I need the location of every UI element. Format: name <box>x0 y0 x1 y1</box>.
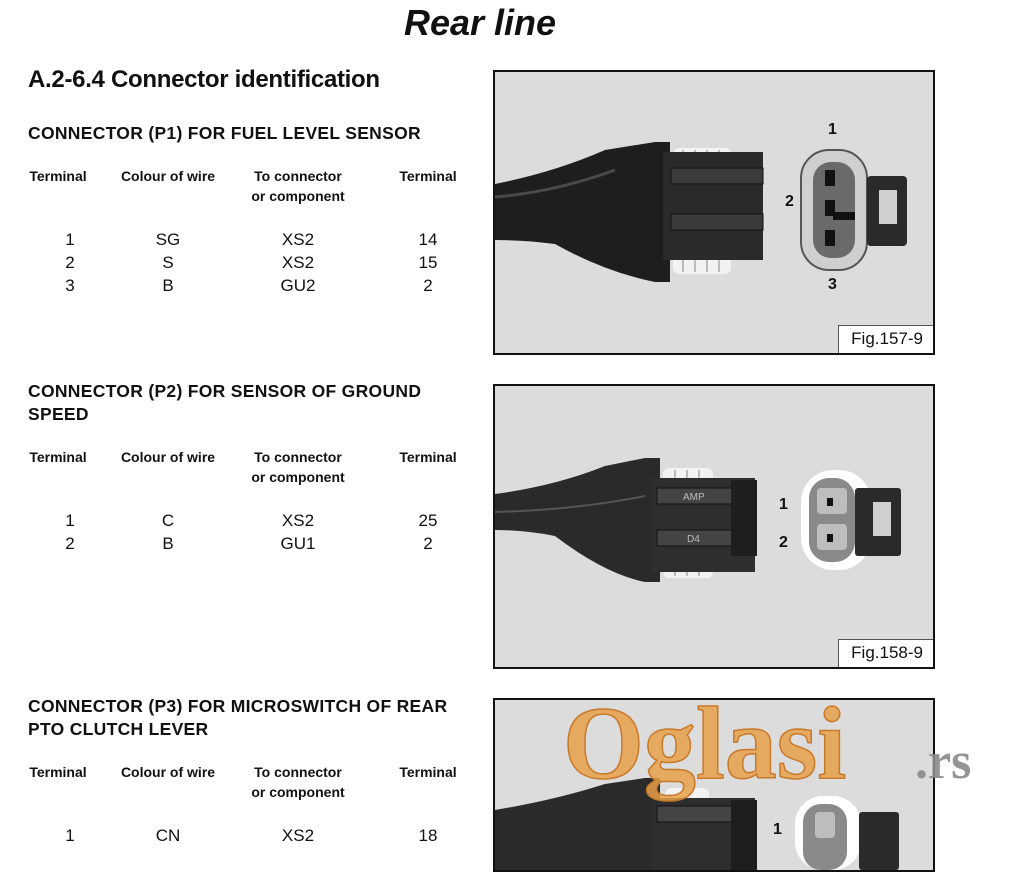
connector-p1-title-line1: CONNECTOR (P1) FOR FUEL LEVEL SENSOR <box>28 123 421 143</box>
cell-to-terminal: 14 <box>418 230 438 249</box>
cell-to-terminal: 18 <box>418 826 438 845</box>
watermark-suffix: .rs <box>915 733 972 790</box>
housing-mark-d4: D4 <box>687 534 700 545</box>
page-title: Rear line <box>403 2 557 43</box>
col-terminal: Terminal <box>29 764 87 780</box>
col-terminal-to: Terminal <box>399 764 457 780</box>
connector-p2-title-line1: CONNECTOR (P2) FOR SENSOR OF GROUND <box>28 381 422 401</box>
figure-p1-connector <box>493 70 935 355</box>
connector-p1-photo <box>495 72 933 353</box>
watermark-brand: Oglasi <box>563 686 847 801</box>
cell-terminal: 3 <box>65 276 75 295</box>
col-to-connector-line1: To connector <box>254 168 342 184</box>
figure-p1-label: Fig.157-9 <box>838 325 933 353</box>
connector-p3-title-line1: CONNECTOR (P3) FOR MICROSWITCH OF REAR <box>28 696 448 716</box>
cell-to: XS2 <box>281 230 315 249</box>
col-terminal: Terminal <box>29 168 87 184</box>
cell-terminal: 2 <box>65 534 75 553</box>
pin-1-label: 1 <box>779 496 788 513</box>
cell-colour: S <box>162 253 174 272</box>
pin-1-label: 1 <box>828 121 837 138</box>
cell-to: XS2 <box>281 253 315 272</box>
col-to-connector <box>238 762 358 802</box>
cell-to: GU2 <box>280 276 316 295</box>
cell-colour: SG <box>155 230 181 249</box>
section-heading: A.2-6.4 Connector identification <box>28 66 380 93</box>
pin-2-label: 2 <box>785 193 794 210</box>
cell-terminal: 1 <box>65 826 75 845</box>
connector-p1-title <box>28 122 478 145</box>
connector-p2-photo <box>495 386 933 667</box>
cell-colour: B <box>162 534 174 553</box>
connector-p3-title <box>28 695 478 741</box>
cell-to: XS2 <box>281 826 315 845</box>
col-terminal-to: Terminal <box>399 449 457 465</box>
housing-mark-amp: AMP <box>683 492 705 503</box>
cell-to-terminal: 15 <box>418 253 438 272</box>
col-terminal-to: Terminal <box>399 168 457 184</box>
pin-1-label: 1 <box>773 821 782 838</box>
cell-to-terminal: 25 <box>418 511 438 530</box>
cell-terminal: 2 <box>65 253 75 272</box>
cell-to-terminal: 2 <box>423 276 433 295</box>
connector-p2-title-line2: SPEED <box>28 404 89 424</box>
cell-colour: B <box>162 276 174 295</box>
oglasi-watermark-logo <box>563 686 1003 806</box>
col-to-connector-line1: To connector <box>254 764 342 780</box>
col-to-connector-line2: or component <box>251 784 345 800</box>
col-to-connector-line2: or component <box>251 188 345 204</box>
cell-terminal: 1 <box>65 511 75 530</box>
cell-to-terminal: 2 <box>423 534 433 553</box>
cell-terminal: 1 <box>65 230 75 249</box>
col-to-connector-line1: To connector <box>254 449 342 465</box>
pin-2-label: 2 <box>779 534 788 551</box>
col-colour: Colour of wire <box>120 764 216 780</box>
cell-to: XS2 <box>281 511 315 530</box>
col-colour: Colour of wire <box>120 449 216 465</box>
connector-p3-title-line2: PTO CLUTCH LEVER <box>28 719 209 739</box>
pin-3-label: 3 <box>828 276 837 293</box>
cell-colour: CN <box>155 826 181 845</box>
col-terminal: Terminal <box>29 449 87 465</box>
cell-colour: C <box>161 511 175 530</box>
col-to-connector <box>238 447 358 487</box>
figure-p2-connector <box>493 384 935 669</box>
cell-to: GU1 <box>280 534 316 553</box>
figure-p2-label: Fig.158-9 <box>838 639 933 667</box>
col-colour: Colour of wire <box>120 168 216 184</box>
col-to-connector-line2: or component <box>251 469 345 485</box>
connector-p2-title <box>28 380 478 426</box>
col-to-connector <box>238 166 358 206</box>
